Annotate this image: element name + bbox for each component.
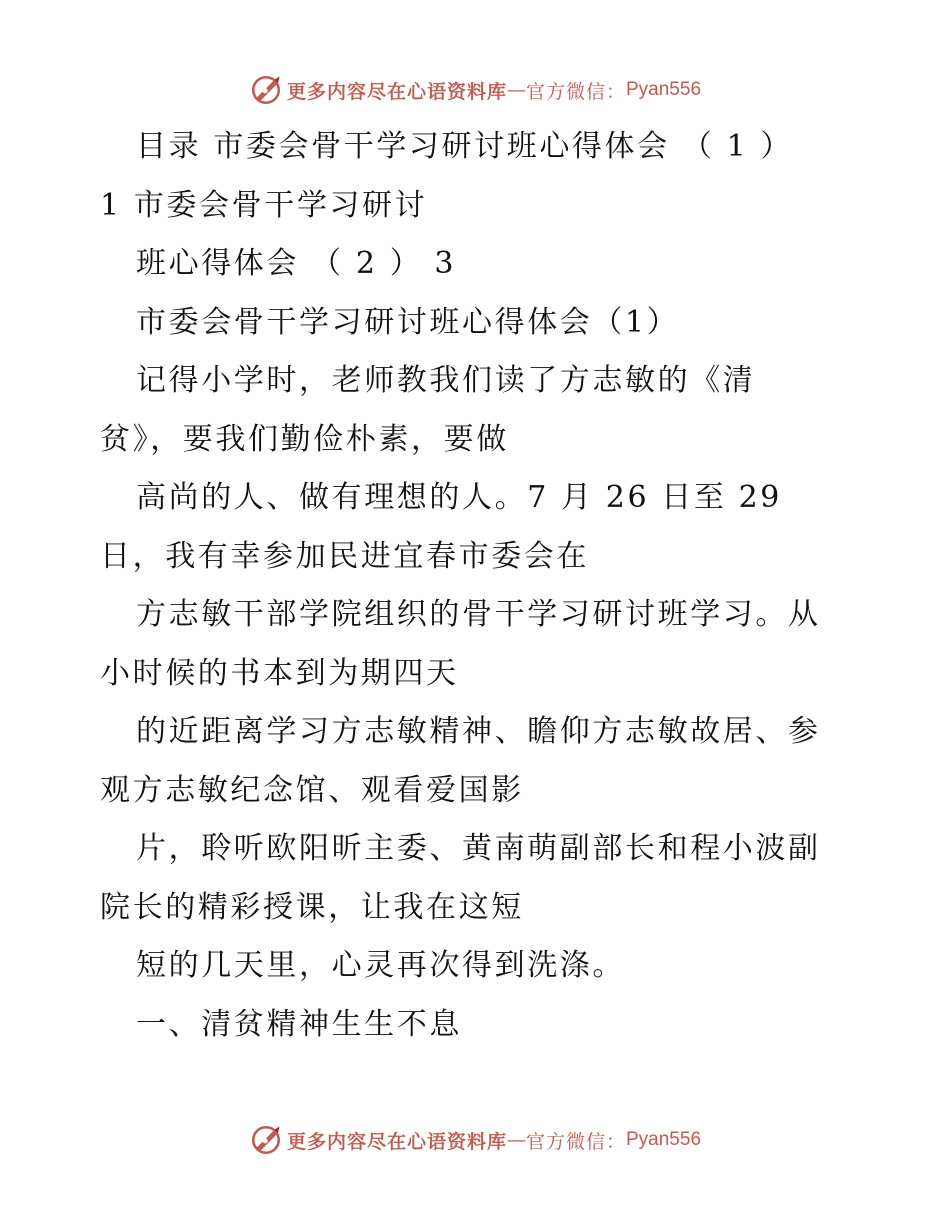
pen-circle-logo-icon — [249, 73, 283, 107]
watermark-text: 更多内容尽在心语资料库 — [286, 80, 507, 103]
paragraph-line: 小时候的书本到为期四天 — [100, 655, 459, 691]
watermark-id: Pyan556 — [626, 1129, 702, 1150]
paragraph-line: 日，我有幸参加民进宜春市委会在 — [100, 538, 589, 574]
watermark-label: 官方微信： — [525, 1130, 626, 1153]
paragraph-line: 记得小学时，老师教我们读了方志敏的《清 — [136, 363, 756, 398]
toc-line-2: 1 市委会骨干学习研讨 — [100, 187, 428, 223]
paragraph-line: 短的几天里，心灵再次得到洗涤。 — [136, 948, 625, 983]
subheading: 一、清贫精神生生不息 — [136, 1006, 462, 1042]
header-watermark — [0, 70, 950, 110]
section-title: 市委会骨干学习研讨班心得体会（1） — [136, 304, 680, 340]
paragraph-line: 片，聆听欧阳昕主委、黄南萌副部长和程小波副 — [136, 831, 821, 866]
watermark-separator: — — [506, 1129, 526, 1151]
paragraph-line: 方志敏干部学院组织的骨干学习研讨班学习。从 — [136, 597, 821, 632]
watermark-id: Pyan556 — [626, 79, 702, 100]
watermark-text: 更多内容尽在心语资料库 — [286, 1130, 507, 1153]
toc-line-1: 目录 市委会骨干学习研讨班心得体会 （ 1 ） — [136, 129, 794, 164]
watermark-label: 官方微信： — [525, 80, 626, 103]
paragraph-line: 院长的精彩授课，让我在这短 — [100, 889, 524, 925]
pen-circle-logo-icon — [249, 1123, 283, 1157]
paragraph-line: 的近距离学习方志敏精神、瞻仰方志敏故居、参 — [136, 714, 821, 749]
footer-watermark — [0, 1120, 950, 1160]
toc-line-3: 班心得体会 （ 2 ） 3 — [136, 246, 457, 281]
paragraph-line: 高尚的人、做有理想的人。7 月 26 日至 29 — [136, 480, 782, 515]
watermark-separator: — — [506, 79, 526, 101]
document-body — [100, 118, 860, 1054]
paragraph-line: 贫》，要我们勤俭朴素，要做 — [100, 421, 509, 457]
paragraph-line: 观方志敏纪念馆、观看爱国影 — [100, 772, 524, 808]
